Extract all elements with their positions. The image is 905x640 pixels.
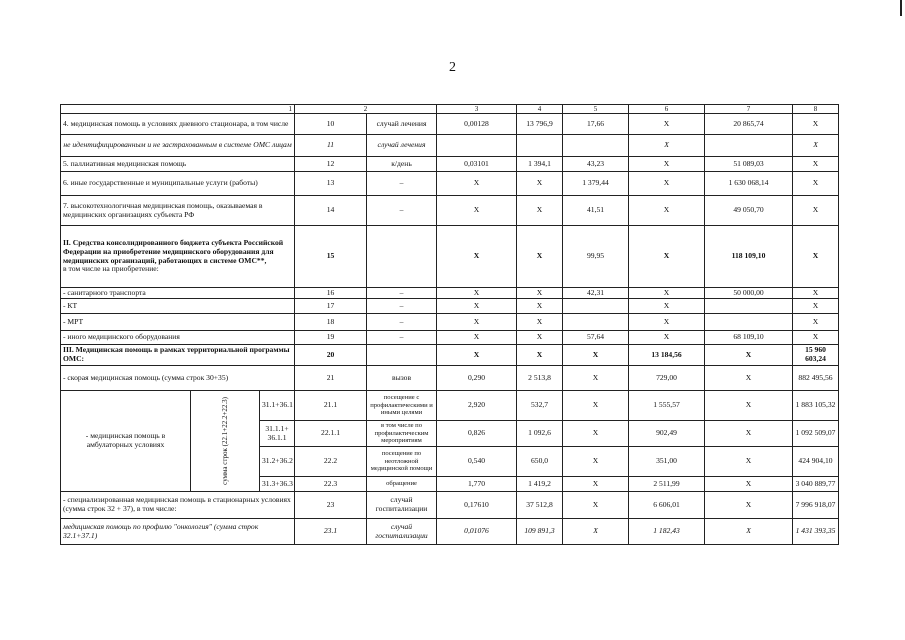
cell: X: [629, 196, 705, 226]
row-unit: вызов: [367, 366, 437, 391]
cell: 3 040 889,77: [793, 477, 839, 492]
cell: X: [437, 196, 517, 226]
row-unit: в том числе по профилактическим мероприятиям: [367, 421, 437, 447]
cell: 729,00: [629, 366, 705, 391]
row-unit: –: [367, 172, 437, 196]
cell: 68 109,10: [705, 331, 793, 345]
cell: [563, 299, 629, 314]
cell: X: [629, 114, 705, 135]
cell: 49 050,70: [705, 196, 793, 226]
header-cell-5: 5: [563, 105, 629, 114]
cell: 1 883 105,32: [793, 391, 839, 421]
row-name: 5. паллиативная медицинская помощь: [61, 157, 295, 172]
cell: 0,826: [437, 421, 517, 447]
cell: X: [793, 157, 839, 172]
cell: X: [793, 314, 839, 331]
table-row: [61, 299, 839, 314]
ambulatory-sum-label: сумма строк (22.1+22.2+22.3): [220, 397, 229, 485]
cell: X: [629, 157, 705, 172]
cell: X: [563, 447, 629, 477]
cell: X: [629, 135, 705, 157]
row-line: 17: [295, 299, 367, 314]
table-row: [61, 114, 839, 135]
table-row: [61, 288, 839, 299]
row-line: 23.1: [295, 519, 367, 545]
table-row: [61, 519, 839, 545]
row-unit: –: [367, 196, 437, 226]
cell: 2 513,8: [517, 366, 563, 391]
cell: 0,17610: [437, 492, 517, 519]
cell: X: [517, 345, 563, 366]
cell: X: [705, 391, 793, 421]
cell: 1 092,6: [517, 421, 563, 447]
cell: X: [437, 299, 517, 314]
cell: X: [705, 421, 793, 447]
cell: 1 419,2: [517, 477, 563, 492]
cell: 650,0: [517, 447, 563, 477]
cell: [705, 314, 793, 331]
cell: 37 512,8: [517, 492, 563, 519]
cell: 20 865,74: [705, 114, 793, 135]
cell: 13 184,56: [629, 345, 705, 366]
cell: X: [517, 196, 563, 226]
cell: X: [437, 288, 517, 299]
cell: 0,540: [437, 447, 517, 477]
cell: [705, 299, 793, 314]
table-row: [61, 492, 839, 519]
cell: 109 891,3: [517, 519, 563, 545]
cell: X: [793, 135, 839, 157]
row-unit: –: [367, 314, 437, 331]
financing-table: [60, 104, 839, 545]
row-unit: [367, 226, 437, 288]
row-unit: обращение: [367, 477, 437, 492]
section-title: II. Средства консолидированного бюджета субъекта Российской Федерации на приобретение медицинского оборудования для медицинских организаций, работающих в системе ОМС**,: [63, 238, 284, 265]
scan-edge-mark: [900, 0, 902, 16]
row-line: 18: [295, 314, 367, 331]
cell: 118 109,10: [705, 226, 793, 288]
row-name: III. Медицинская помощь в рамках территориальной программы ОМС:: [61, 345, 295, 366]
cell: 15 960 603,24: [793, 345, 839, 366]
cell: X: [705, 345, 793, 366]
cell: X: [793, 299, 839, 314]
ambulatory-sum-cell: [191, 391, 260, 492]
row-ref: 31.1+36.1: [260, 391, 295, 421]
row-line: 23: [295, 492, 367, 519]
row-name: - КТ: [61, 299, 295, 314]
cell: X: [563, 519, 629, 545]
cell: X: [705, 519, 793, 545]
row-line: 12: [295, 157, 367, 172]
cell: 57,64: [563, 331, 629, 345]
row-unit: [367, 345, 437, 366]
row-name: 7. высокотехнологичная медицинская помощь, оказываемая в медицинских организациях субъекта РФ: [61, 196, 295, 226]
cell: 7 996 918,07: [793, 492, 839, 519]
cell: X: [563, 421, 629, 447]
row-unit: –: [367, 331, 437, 345]
cell: 2,920: [437, 391, 517, 421]
cell: 41,51: [563, 196, 629, 226]
cell: X: [517, 226, 563, 288]
row-name: 6. иные государственные и муниципальные услуги (работы): [61, 172, 295, 196]
cell: X: [563, 391, 629, 421]
row-line: 21.1: [295, 391, 367, 421]
cell: X: [517, 299, 563, 314]
row-ref: 31.3+36.3: [260, 477, 295, 492]
cell: 6 606,01: [629, 492, 705, 519]
cell: 99,95: [563, 226, 629, 288]
row-name: - скорая медицинская помощь (сумма строк 30+35): [61, 366, 295, 391]
cell: 1 379,44: [563, 172, 629, 196]
cell: X: [437, 172, 517, 196]
cell: X: [705, 366, 793, 391]
cell: 13 796,9: [517, 114, 563, 135]
row-name: - специализированная медицинская помощь в стационарных условиях (сумма строк 32 + 37), в том числе:: [61, 492, 295, 519]
row-unit: случай госпитализации: [367, 519, 437, 545]
cell: X: [437, 226, 517, 288]
cell: [563, 135, 629, 157]
row-line: 22.3: [295, 477, 367, 492]
table-row: [61, 314, 839, 331]
row-line: 11: [295, 135, 367, 157]
header-cell-8: 8: [793, 105, 839, 114]
cell: X: [793, 331, 839, 345]
cell: 1 630 068,14: [705, 172, 793, 196]
table-row: [61, 366, 839, 391]
cell: X: [437, 345, 517, 366]
table-row: [61, 135, 839, 157]
section-subtitle: в том числе на приобретение:: [63, 264, 159, 274]
cell: X: [563, 366, 629, 391]
cell: [437, 135, 517, 157]
ambulatory-label: - медицинская помощь в амбулаторных условиях: [61, 391, 191, 492]
row-line: 21: [295, 366, 367, 391]
row-line: 10: [295, 114, 367, 135]
row-unit: посещение по неотложной медицинской помощи: [367, 447, 437, 477]
cell: 43,23: [563, 157, 629, 172]
column-number-row: [61, 105, 839, 114]
cell: 1 431 393,35: [793, 519, 839, 545]
table-row: [61, 391, 839, 421]
cell: 2 511,99: [629, 477, 705, 492]
cell: X: [705, 447, 793, 477]
cell: 51 089,03: [705, 157, 793, 172]
cell: X: [437, 331, 517, 345]
row-unit: случай лечения: [367, 114, 437, 135]
cell: 17,66: [563, 114, 629, 135]
cell: 532,7: [517, 391, 563, 421]
row-unit: к/день: [367, 157, 437, 172]
table-row: [61, 196, 839, 226]
cell: 351,00: [629, 447, 705, 477]
cell: X: [517, 314, 563, 331]
cell: 50 000,00: [705, 288, 793, 299]
cell: X: [629, 288, 705, 299]
cell: 1 394,1: [517, 157, 563, 172]
cell: X: [793, 114, 839, 135]
table-row: [61, 345, 839, 366]
cell: 1,770: [437, 477, 517, 492]
cell: X: [793, 196, 839, 226]
cell: 0,01076: [437, 519, 517, 545]
row-name: не идентифицированным и не застрахованным в системе ОМС лицам: [61, 135, 295, 157]
row-line: 16: [295, 288, 367, 299]
cell: 1 092 509,07: [793, 421, 839, 447]
row-line: 13: [295, 172, 367, 196]
row-ref: 31.1.1+ 36.1.1: [260, 421, 295, 447]
cell: 0,03101: [437, 157, 517, 172]
cell: X: [517, 172, 563, 196]
row-name: - МРТ: [61, 314, 295, 331]
table-row: [61, 172, 839, 196]
row-name: - санитарного транспорта: [61, 288, 295, 299]
row-unit: посещение с профилактическими и иными целями: [367, 391, 437, 421]
table-row: [61, 157, 839, 172]
row-line: 15: [295, 226, 367, 288]
row-name: - иного медицинского оборудования: [61, 331, 295, 345]
cell: [517, 135, 563, 157]
cell: [563, 314, 629, 331]
cell: X: [517, 288, 563, 299]
page-number: 2: [449, 60, 456, 75]
row-name: медицинская помощь по профилю "онкология" (сумма строк 32.1+37.1): [61, 519, 295, 545]
cell: X: [437, 314, 517, 331]
row-unit: –: [367, 299, 437, 314]
row-line: 22.2: [295, 447, 367, 477]
cell: 0,290: [437, 366, 517, 391]
cell: X: [793, 226, 839, 288]
cell: X: [563, 345, 629, 366]
header-cell-6: 6: [629, 105, 705, 114]
row-name: 4. медицинская помощь в условиях дневного стационара, в том числе: [61, 114, 295, 135]
cell: X: [705, 492, 793, 519]
row-line: 20: [295, 345, 367, 366]
table-row: [61, 226, 839, 288]
cell: X: [517, 331, 563, 345]
cell: 882 495,56: [793, 366, 839, 391]
cell: 902,49: [629, 421, 705, 447]
cell: 1 555,57: [629, 391, 705, 421]
row-line: 14: [295, 196, 367, 226]
row-name: [61, 226, 295, 288]
cell: 1 182,43: [629, 519, 705, 545]
cell: X: [629, 299, 705, 314]
row-ref: 31.2+36.2: [260, 447, 295, 477]
header-cell-1: 1: [61, 105, 295, 114]
cell: [705, 135, 793, 157]
cell: X: [629, 314, 705, 331]
row-unit: случай госпитализации: [367, 492, 437, 519]
cell: X: [705, 477, 793, 492]
cell: X: [563, 492, 629, 519]
cell: X: [629, 226, 705, 288]
row-line: 19: [295, 331, 367, 345]
header-cell-7: 7: [705, 105, 793, 114]
row-unit: –: [367, 288, 437, 299]
cell: X: [793, 172, 839, 196]
row-unit: случай лечения: [367, 135, 437, 157]
table-row: [61, 331, 839, 345]
cell: 42,31: [563, 288, 629, 299]
row-line: 22.1.1: [295, 421, 367, 447]
cell: 424 904,10: [793, 447, 839, 477]
cell: X: [629, 172, 705, 196]
header-cell-2: 2: [295, 105, 437, 114]
cell: 0,00128: [437, 114, 517, 135]
header-cell-4: 4: [517, 105, 563, 114]
header-cell-3: 3: [437, 105, 517, 114]
cell: X: [563, 477, 629, 492]
cell: X: [793, 288, 839, 299]
cell: X: [629, 331, 705, 345]
